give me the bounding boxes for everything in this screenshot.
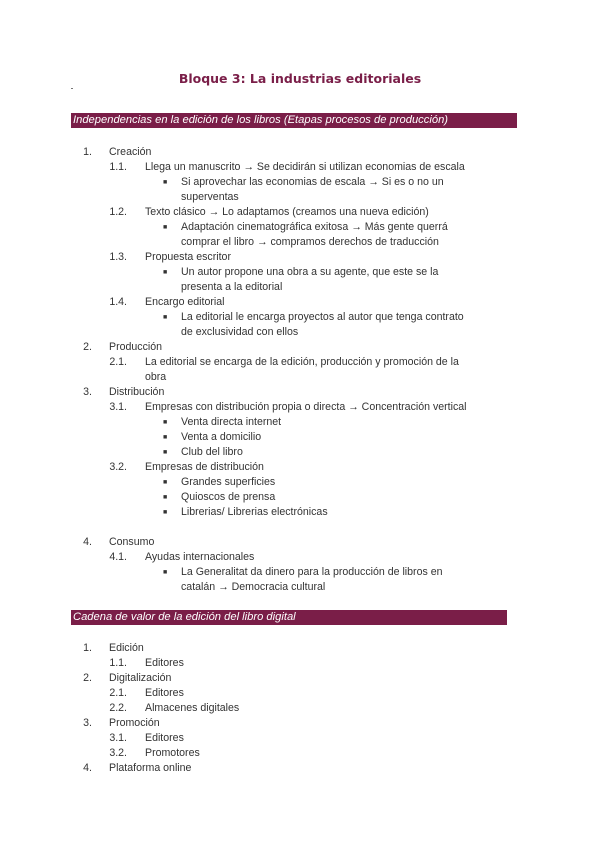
item-label: Promotores — [145, 747, 200, 759]
item-number: 1.2. — [109, 206, 127, 218]
item-label: presenta a la editorial — [181, 281, 283, 293]
item-label: Editores — [145, 732, 184, 744]
item-label: La editorial le encarga proyectos al autor que tenga contrato — [181, 311, 464, 323]
item-number: 2. — [83, 672, 92, 684]
item-label: Venta a domicilio — [181, 431, 262, 443]
item-number: 4.1. — [109, 551, 127, 563]
item-number: 2. — [83, 341, 92, 353]
square-bullet-icon: ■ — [163, 509, 168, 516]
item-number: 4. — [83, 536, 92, 548]
item-label: Venta directa internet — [181, 416, 282, 428]
item-label: Quioscos de prensa — [181, 491, 276, 503]
item-number: 1.3. — [109, 251, 127, 263]
square-bullet-icon: ■ — [163, 479, 168, 486]
item-label: Creación — [109, 146, 152, 158]
item-label: Empresas con distribución propia o directa → Concentración vertical — [145, 401, 467, 413]
item-number: 3. — [83, 717, 92, 729]
item-label: Ayudas internacionales — [145, 551, 255, 563]
square-bullet-icon: ■ — [163, 269, 168, 276]
item-number: 2.1. — [109, 356, 127, 368]
square-bullet-icon: ■ — [163, 419, 168, 426]
item-label: Edición — [109, 642, 144, 654]
item-label: Almacenes digitales — [145, 702, 240, 714]
item-number: 2.1. — [109, 687, 127, 699]
square-bullet-icon: ■ — [163, 494, 168, 501]
item-label: Encargo editorial — [145, 296, 225, 308]
item-label: Promoción — [109, 717, 160, 729]
square-bullet-icon: ■ — [163, 434, 168, 441]
item-label: comprar el libro → compramos derechos de traducción — [181, 236, 439, 248]
item-number: 1.4. — [109, 296, 127, 308]
item-number: 3. — [83, 386, 92, 398]
section-heading-production: Independencias en la edición de los libros (Etapas procesos de producción) — [71, 113, 517, 128]
item-label: La Generalitat da dinero para la producción de libros en — [181, 566, 443, 578]
item-number: 2.2. — [109, 702, 127, 714]
item-label: Editores — [145, 687, 184, 699]
item-label: Consumo — [109, 536, 155, 548]
square-bullet-icon: ■ — [163, 224, 168, 231]
page-title: Bloque 3: La industrias editoriales — [178, 71, 422, 86]
item-label: catalán → Democracia cultural — [181, 581, 326, 593]
item-label: Editores — [145, 657, 184, 669]
item-label: Texto clásico → Lo adaptamos (creamos una nueva edición) — [145, 206, 429, 218]
item-label: Digitalización — [109, 672, 172, 684]
square-bullet-icon: ■ — [163, 569, 168, 576]
item-label: obra — [145, 371, 167, 383]
item-label: Si aprovechar las economias de escala → Si es o no un — [181, 176, 444, 188]
item-number: 1.1. — [109, 161, 127, 173]
item-number: 3.1. — [109, 401, 127, 413]
item-number: 1. — [83, 146, 92, 158]
item-label: Adaptación cinematográfica exitosa → Más gente querrá — [181, 221, 448, 233]
item-number: 3.2. — [109, 747, 127, 759]
item-label: Llega un manuscrito → Se decidirán si utilizan economias de escala — [145, 161, 465, 173]
item-number: 1. — [83, 642, 92, 654]
item-label: Distribución — [109, 386, 165, 398]
item-label: de exclusividad con ellos — [181, 326, 299, 338]
item-label: Grandes superficies — [181, 476, 276, 488]
item-label: superventas — [181, 191, 239, 203]
item-number: 3.1. — [109, 732, 127, 744]
item-label: Plataforma online — [109, 762, 192, 774]
item-label: Empresas de distribución — [145, 461, 264, 473]
item-label: Producción — [109, 341, 162, 353]
item-label: La editorial se encarga de la edición, producción y promoción de la — [145, 356, 459, 368]
item-number: 1.1. — [109, 657, 127, 669]
item-label: Propuesta escritor — [145, 251, 231, 263]
item-label: Librerias/ Librerias electrónicas — [181, 506, 328, 518]
stray-mark — [71, 88, 73, 89]
item-label: Club del libro — [181, 446, 243, 458]
item-number: 3.2. — [109, 461, 127, 473]
square-bullet-icon: ■ — [163, 179, 168, 186]
square-bullet-icon: ■ — [163, 449, 168, 456]
square-bullet-icon: ■ — [163, 314, 168, 321]
item-number: 4. — [83, 762, 92, 774]
item-label: Un autor propone una obra a su agente, que este se la — [181, 266, 439, 278]
section-heading-digital: Cadena de valor de la edición del libro digital — [71, 610, 507, 625]
